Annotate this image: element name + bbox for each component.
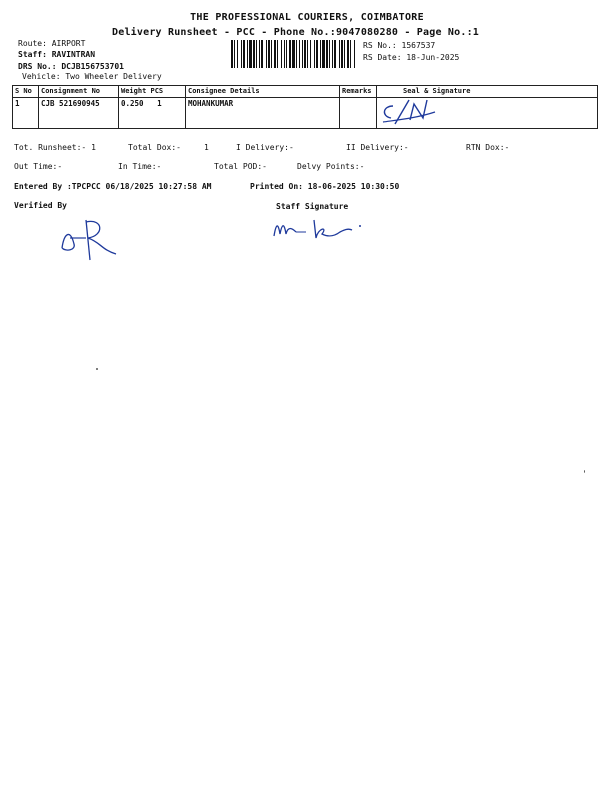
barcode-bar bbox=[320, 40, 321, 68]
tot-runsheet: Tot. Runsheet:- 1 bbox=[14, 143, 96, 152]
col-header-consignment: Consignment No bbox=[39, 86, 119, 98]
barcode-bar bbox=[261, 40, 263, 68]
cell-weight-pcs: 0.250 1 bbox=[119, 98, 186, 129]
col-header-seal-signature: Seal & Signature bbox=[377, 86, 598, 98]
barcode-bar bbox=[339, 40, 340, 68]
barcode-bar bbox=[271, 40, 272, 68]
barcode-bar bbox=[253, 40, 255, 68]
barcode-bar bbox=[243, 40, 245, 68]
cell-consignee: MOHANKUMAR bbox=[186, 98, 340, 129]
cell-sno: 1 bbox=[13, 98, 39, 129]
barcode-bar bbox=[234, 40, 235, 68]
barcode-bar bbox=[304, 40, 306, 68]
barcode-bar bbox=[316, 40, 318, 68]
staff-label: Staff: RAVINTRAN bbox=[18, 50, 96, 59]
barcode-bar bbox=[314, 40, 315, 68]
cell-consignment-no: CJB 521690945 bbox=[39, 98, 119, 129]
table-header-row bbox=[13, 86, 598, 98]
document-subtitle: Delivery Runsheet - PCC - Phone No.:9047080280 - Page No.:1 bbox=[112, 27, 480, 38]
barcode-bar bbox=[289, 40, 291, 68]
table-row bbox=[13, 98, 598, 129]
total-dox-value: 1 bbox=[204, 143, 209, 152]
barcode-bar bbox=[296, 40, 297, 68]
barcode-bar bbox=[247, 40, 248, 68]
barcode-bar bbox=[334, 40, 336, 68]
scan-speck bbox=[96, 368, 98, 370]
barcode-bar bbox=[286, 40, 287, 68]
verified-by-label: Verified By bbox=[14, 201, 67, 210]
barcode-bar bbox=[249, 40, 252, 68]
barcode-bar bbox=[347, 40, 349, 68]
total-dox-label: Total Dox:- bbox=[128, 143, 181, 152]
barcode-bar bbox=[344, 40, 345, 68]
barcode-bar bbox=[274, 40, 276, 68]
barcode-bar bbox=[299, 40, 300, 68]
barcode-bar bbox=[277, 40, 278, 68]
drs-number: DRS No.: DCJB156753701 bbox=[18, 62, 124, 71]
barcode-bar bbox=[322, 40, 325, 68]
handwritten-seal-mark bbox=[377, 98, 447, 126]
cell-remarks bbox=[340, 98, 377, 129]
staff-signature bbox=[270, 216, 370, 246]
scan-speck bbox=[584, 470, 585, 473]
in-time: In Time:- bbox=[118, 162, 162, 171]
barcode-bar bbox=[241, 40, 242, 68]
barcode-bar bbox=[350, 40, 351, 68]
barcode-bar bbox=[332, 40, 333, 68]
barcode-bar bbox=[259, 40, 260, 68]
barcode-bar bbox=[281, 40, 282, 68]
barcode-graphic bbox=[231, 40, 355, 68]
barcode-bar bbox=[329, 40, 330, 68]
rtn-dox: RTN Dox:- bbox=[466, 143, 510, 152]
barcode-bar bbox=[266, 40, 267, 68]
document-title: THE PROFESSIONAL COURIERS, COIMBATORE bbox=[190, 12, 424, 23]
barcode-bar bbox=[268, 40, 270, 68]
barcode-bar bbox=[237, 40, 238, 68]
i-delivery: I Delivery:- bbox=[236, 143, 294, 152]
route-label: Route: AIRPORT bbox=[18, 39, 86, 48]
rs-date: RS Date: 18-Jun-2025 bbox=[363, 53, 460, 62]
printed-on: Printed On: 18-06-2025 10:30:50 bbox=[250, 182, 400, 191]
runsheet-table bbox=[12, 85, 598, 129]
barcode-bar bbox=[256, 40, 257, 68]
barcode-bar bbox=[231, 40, 233, 68]
barcode-bar bbox=[341, 40, 343, 68]
col-header-sno: S No bbox=[13, 86, 39, 98]
col-header-weight-pcs: Weight PCS bbox=[119, 86, 186, 98]
ii-delivery: II Delivery:- bbox=[346, 143, 409, 152]
delvy-points: Delvy Points:- bbox=[297, 162, 365, 171]
barcode-bar bbox=[326, 40, 328, 68]
barcode-bar bbox=[307, 40, 308, 68]
rs-number: RS No.: 1567537 bbox=[363, 41, 436, 50]
out-time: Out Time:- bbox=[14, 162, 63, 171]
barcode-bar bbox=[310, 40, 311, 68]
cell-seal-signature bbox=[377, 98, 598, 129]
verifier-signature bbox=[56, 214, 126, 264]
barcode-bar bbox=[284, 40, 285, 68]
staff-signature-label: Staff Signature bbox=[276, 202, 349, 211]
barcode-bar bbox=[302, 40, 303, 68]
vehicle-label: Vehicle: Two Wheeler Delivery bbox=[22, 72, 162, 81]
barcode-bar bbox=[354, 40, 355, 68]
col-header-consignee: Consignee Details bbox=[186, 86, 340, 98]
col-header-remarks: Remarks bbox=[340, 86, 377, 98]
total-pod: Total POD:- bbox=[214, 162, 267, 171]
barcode-bar bbox=[292, 40, 295, 68]
entered-by: Entered By :TPCPCC 06/18/2025 10:27:58 AM bbox=[14, 182, 212, 191]
